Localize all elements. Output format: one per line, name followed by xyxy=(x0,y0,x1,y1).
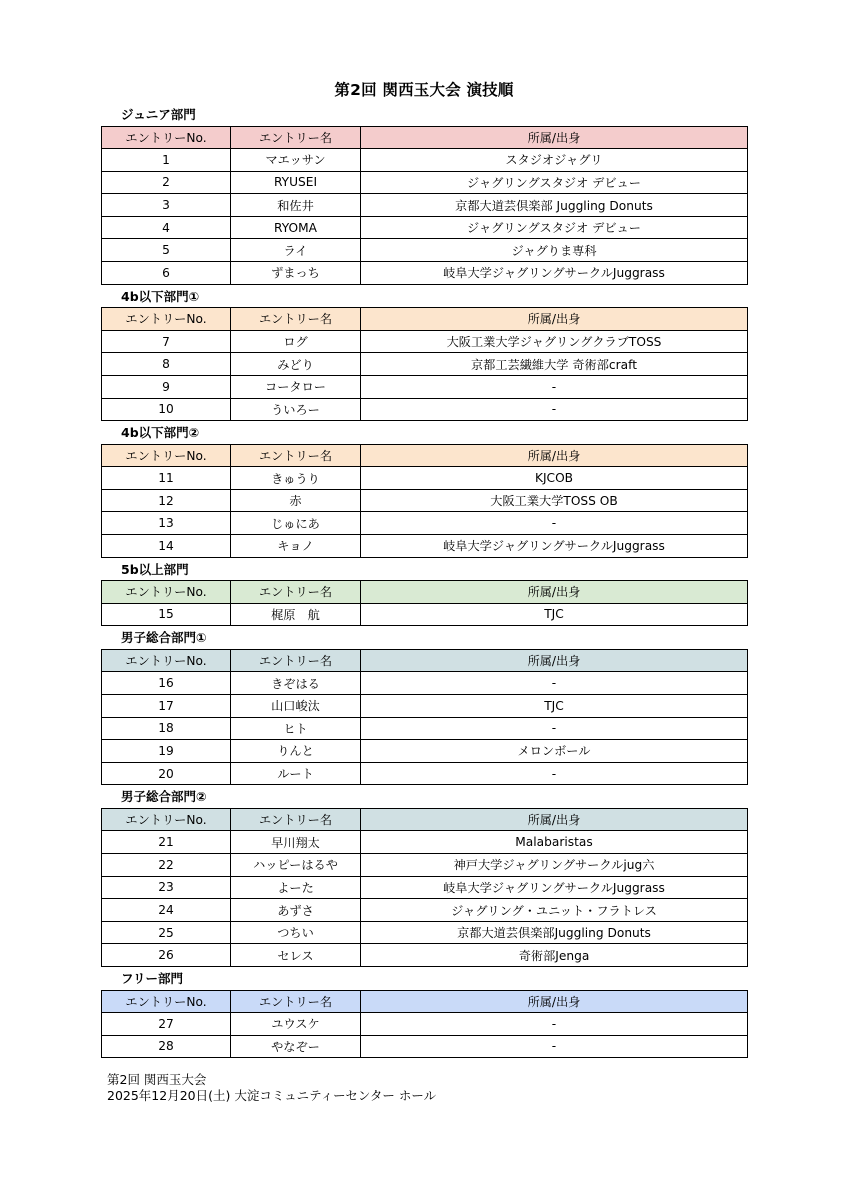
affiliation-cell: Malabaristas xyxy=(361,831,748,854)
header-affiliation: 所属/出身 xyxy=(361,808,748,831)
entry-name-cell: RYUSEI xyxy=(231,171,361,194)
entry-name-cell: キョノ xyxy=(231,535,361,558)
entry-name-cell: 早川翔太 xyxy=(231,831,361,854)
table-row xyxy=(102,398,748,421)
header-entry-no: エントリーNo. xyxy=(102,581,231,604)
table-row xyxy=(102,1013,748,1036)
table-row xyxy=(102,262,748,285)
entry-no-cell: 6 xyxy=(102,262,231,285)
table-row xyxy=(102,831,748,854)
section-label: 男子総合部門② xyxy=(121,789,207,805)
table-row xyxy=(102,876,748,899)
affiliation-cell: 奇術部Jenga xyxy=(361,944,748,967)
entry-no-cell: 28 xyxy=(102,1035,231,1058)
header-entry-name: エントリー名 xyxy=(231,308,361,331)
entry-no-cell: 18 xyxy=(102,717,231,740)
affiliation-cell: 大阪工業大学ジャグリングクラブTOSS xyxy=(361,330,748,353)
table-header-row xyxy=(102,990,748,1013)
header-entry-no: エントリーNo. xyxy=(102,649,231,672)
table-row xyxy=(102,694,748,717)
table-row xyxy=(102,239,748,262)
sections-container xyxy=(101,103,747,1058)
entry-no-cell: 8 xyxy=(102,353,231,376)
entry-name-cell: マエッサン xyxy=(231,149,361,172)
entry-no-cell: 25 xyxy=(102,921,231,944)
affiliation-cell: 岐阜大学ジャグリングサークルJuggrass xyxy=(361,535,748,558)
header-entry-name: エントリー名 xyxy=(231,649,361,672)
header-entry-name: エントリー名 xyxy=(231,444,361,467)
entry-no-cell: 24 xyxy=(102,899,231,922)
table-row xyxy=(102,762,748,785)
entry-no-cell: 3 xyxy=(102,194,231,217)
affiliation-cell: 京都大道芸倶楽部 Juggling Donuts xyxy=(361,194,748,217)
affiliation-cell: 神戸大学ジャグリングサークルjug六 xyxy=(361,854,748,877)
table-row xyxy=(102,740,748,763)
entry-no-cell: 20 xyxy=(102,762,231,785)
entry-name-cell: セレス xyxy=(231,944,361,967)
entry-name-cell: ログ xyxy=(231,330,361,353)
page-title: 第2回 関西玉大会 演技順 xyxy=(334,81,514,99)
affiliation-cell: KJCOB xyxy=(361,467,748,490)
table-row xyxy=(102,899,748,922)
affiliation-cell: ジャグリングスタジオ デビュー xyxy=(361,216,748,239)
affiliation-cell: - xyxy=(361,1035,748,1058)
header-entry-no: エントリーNo. xyxy=(102,444,231,467)
header-affiliation: 所属/出身 xyxy=(361,308,748,331)
entry-no-cell: 22 xyxy=(102,854,231,877)
table-row xyxy=(102,854,748,877)
entry-no-cell: 27 xyxy=(102,1013,231,1036)
entry-no-cell: 23 xyxy=(102,876,231,899)
section-label: フリー部門 xyxy=(121,971,184,986)
affiliation-cell: - xyxy=(361,672,748,695)
entry-name-cell: りんと xyxy=(231,740,361,763)
affiliation-cell: TJC xyxy=(361,603,748,626)
header-affiliation: 所属/出身 xyxy=(361,581,748,604)
entry-no-cell: 9 xyxy=(102,375,231,398)
header-affiliation: 所属/出身 xyxy=(361,990,748,1013)
header-entry-no: エントリーNo. xyxy=(102,126,231,149)
affiliation-cell: 京都工芸繊維大学 奇術部craft xyxy=(361,353,748,376)
table-row xyxy=(102,489,748,512)
affiliation-cell: - xyxy=(361,375,748,398)
entry-no-cell: 12 xyxy=(102,489,231,512)
affiliation-cell: - xyxy=(361,717,748,740)
table-row xyxy=(102,1035,748,1058)
entry-no-cell: 17 xyxy=(102,694,231,717)
section-label: 男子総合部門① xyxy=(121,630,207,646)
entry-no-cell: 5 xyxy=(102,239,231,262)
table-header-row xyxy=(102,581,748,604)
header-affiliation: 所属/出身 xyxy=(361,649,748,672)
entry-name-cell: 赤 xyxy=(231,489,361,512)
footer-date-venue: 2025年12月20日(土) 大淀コミュニティーセンター ホール xyxy=(107,1088,437,1103)
table-row xyxy=(102,171,748,194)
section-label: ジュニア部門 xyxy=(121,107,196,122)
section-label: 5b以上部門 xyxy=(121,561,189,577)
table-row xyxy=(102,353,748,376)
entry-name-cell: ユウスケ xyxy=(231,1013,361,1036)
table-row xyxy=(102,194,748,217)
table-header-row xyxy=(102,808,748,831)
entry-table xyxy=(101,580,748,626)
affiliation-cell: 岐阜大学ジャグリングサークルJuggrass xyxy=(361,262,748,285)
table-header-row xyxy=(102,444,748,467)
entry-name-cell: きゅうり xyxy=(231,467,361,490)
table-row xyxy=(102,512,748,535)
entry-name-cell: つちい xyxy=(231,921,361,944)
entry-name-cell: あずさ xyxy=(231,899,361,922)
footer xyxy=(107,1072,436,1104)
table-header-row xyxy=(102,126,748,149)
affiliation-cell: TJC xyxy=(361,694,748,717)
entry-name-cell: 和佐井 xyxy=(231,194,361,217)
header-entry-name: エントリー名 xyxy=(231,126,361,149)
entry-name-cell: ヒト xyxy=(231,717,361,740)
entry-table xyxy=(101,808,748,967)
entry-name-cell: よーた xyxy=(231,876,361,899)
entry-no-cell: 26 xyxy=(102,944,231,967)
table-row xyxy=(102,330,748,353)
affiliation-cell: - xyxy=(361,512,748,535)
entry-name-cell: ういろー xyxy=(231,398,361,421)
entry-no-cell: 4 xyxy=(102,216,231,239)
affiliation-cell: スタジオジャグリ xyxy=(361,149,748,172)
entry-table xyxy=(101,649,748,786)
entry-name-cell: じゅにあ xyxy=(231,512,361,535)
header-affiliation: 所属/出身 xyxy=(361,126,748,149)
header-entry-name: エントリー名 xyxy=(231,990,361,1013)
entry-name-cell: 山口峻汰 xyxy=(231,694,361,717)
table-row xyxy=(102,216,748,239)
header-entry-no: エントリーNo. xyxy=(102,808,231,831)
table-row xyxy=(102,944,748,967)
entry-no-cell: 14 xyxy=(102,535,231,558)
entry-name-cell: きぞはる xyxy=(231,672,361,695)
entry-table xyxy=(101,126,748,285)
entry-name-cell: ハッピーはるや xyxy=(231,854,361,877)
table-header-row xyxy=(102,308,748,331)
entry-no-cell: 7 xyxy=(102,330,231,353)
table-row xyxy=(102,149,748,172)
affiliation-cell: 岐阜大学ジャグリングサークルJuggrass xyxy=(361,876,748,899)
entry-table xyxy=(101,444,748,558)
affiliation-cell: ジャグりま専科 xyxy=(361,239,748,262)
affiliation-cell: ジャグリングスタジオ デビュー xyxy=(361,171,748,194)
entry-no-cell: 11 xyxy=(102,467,231,490)
entry-name-cell: みどり xyxy=(231,353,361,376)
section-label: 4b以下部門① xyxy=(121,288,200,304)
header-entry-no: エントリーNo. xyxy=(102,308,231,331)
entry-no-cell: 13 xyxy=(102,512,231,535)
entry-no-cell: 15 xyxy=(102,603,231,626)
affiliation-cell: ジャグリング・ユニット・フラトレス xyxy=(361,899,748,922)
entry-no-cell: 16 xyxy=(102,672,231,695)
affiliation-cell: - xyxy=(361,762,748,785)
entry-name-cell: やなぞー xyxy=(231,1035,361,1058)
entry-table xyxy=(101,990,748,1059)
entry-name-cell: RYOMA xyxy=(231,216,361,239)
affiliation-cell: - xyxy=(361,1013,748,1036)
affiliation-cell: 大阪工業大学TOSS OB xyxy=(361,489,748,512)
header-affiliation: 所属/出身 xyxy=(361,444,748,467)
table-row xyxy=(102,603,748,626)
entry-no-cell: 2 xyxy=(102,171,231,194)
table-row xyxy=(102,717,748,740)
header-entry-name: エントリー名 xyxy=(231,808,361,831)
affiliation-cell: - xyxy=(361,398,748,421)
table-row xyxy=(102,672,748,695)
entry-name-cell: コータロー xyxy=(231,375,361,398)
affiliation-cell: 京都大道芸倶楽部Juggling Donuts xyxy=(361,921,748,944)
entry-no-cell: 10 xyxy=(102,398,231,421)
table-row xyxy=(102,921,748,944)
affiliation-cell: メロンボール xyxy=(361,740,748,763)
table-row xyxy=(102,375,748,398)
section-label: 4b以下部門② xyxy=(121,425,200,441)
footer-event-name: 第2回 関西玉大会 xyxy=(107,1072,207,1087)
table-header-row xyxy=(102,649,748,672)
entry-name-cell: ルート xyxy=(231,762,361,785)
entry-no-cell: 1 xyxy=(102,149,231,172)
entry-name-cell: ライ xyxy=(231,239,361,262)
entry-name-cell: 梶原 航 xyxy=(231,603,361,626)
entry-name-cell: ずまっち xyxy=(231,262,361,285)
entry-no-cell: 19 xyxy=(102,740,231,763)
table-row xyxy=(102,535,748,558)
entry-table xyxy=(101,307,748,421)
table-row xyxy=(102,467,748,490)
header-entry-no: エントリーNo. xyxy=(102,990,231,1013)
header-entry-name: エントリー名 xyxy=(231,581,361,604)
entry-no-cell: 21 xyxy=(102,831,231,854)
